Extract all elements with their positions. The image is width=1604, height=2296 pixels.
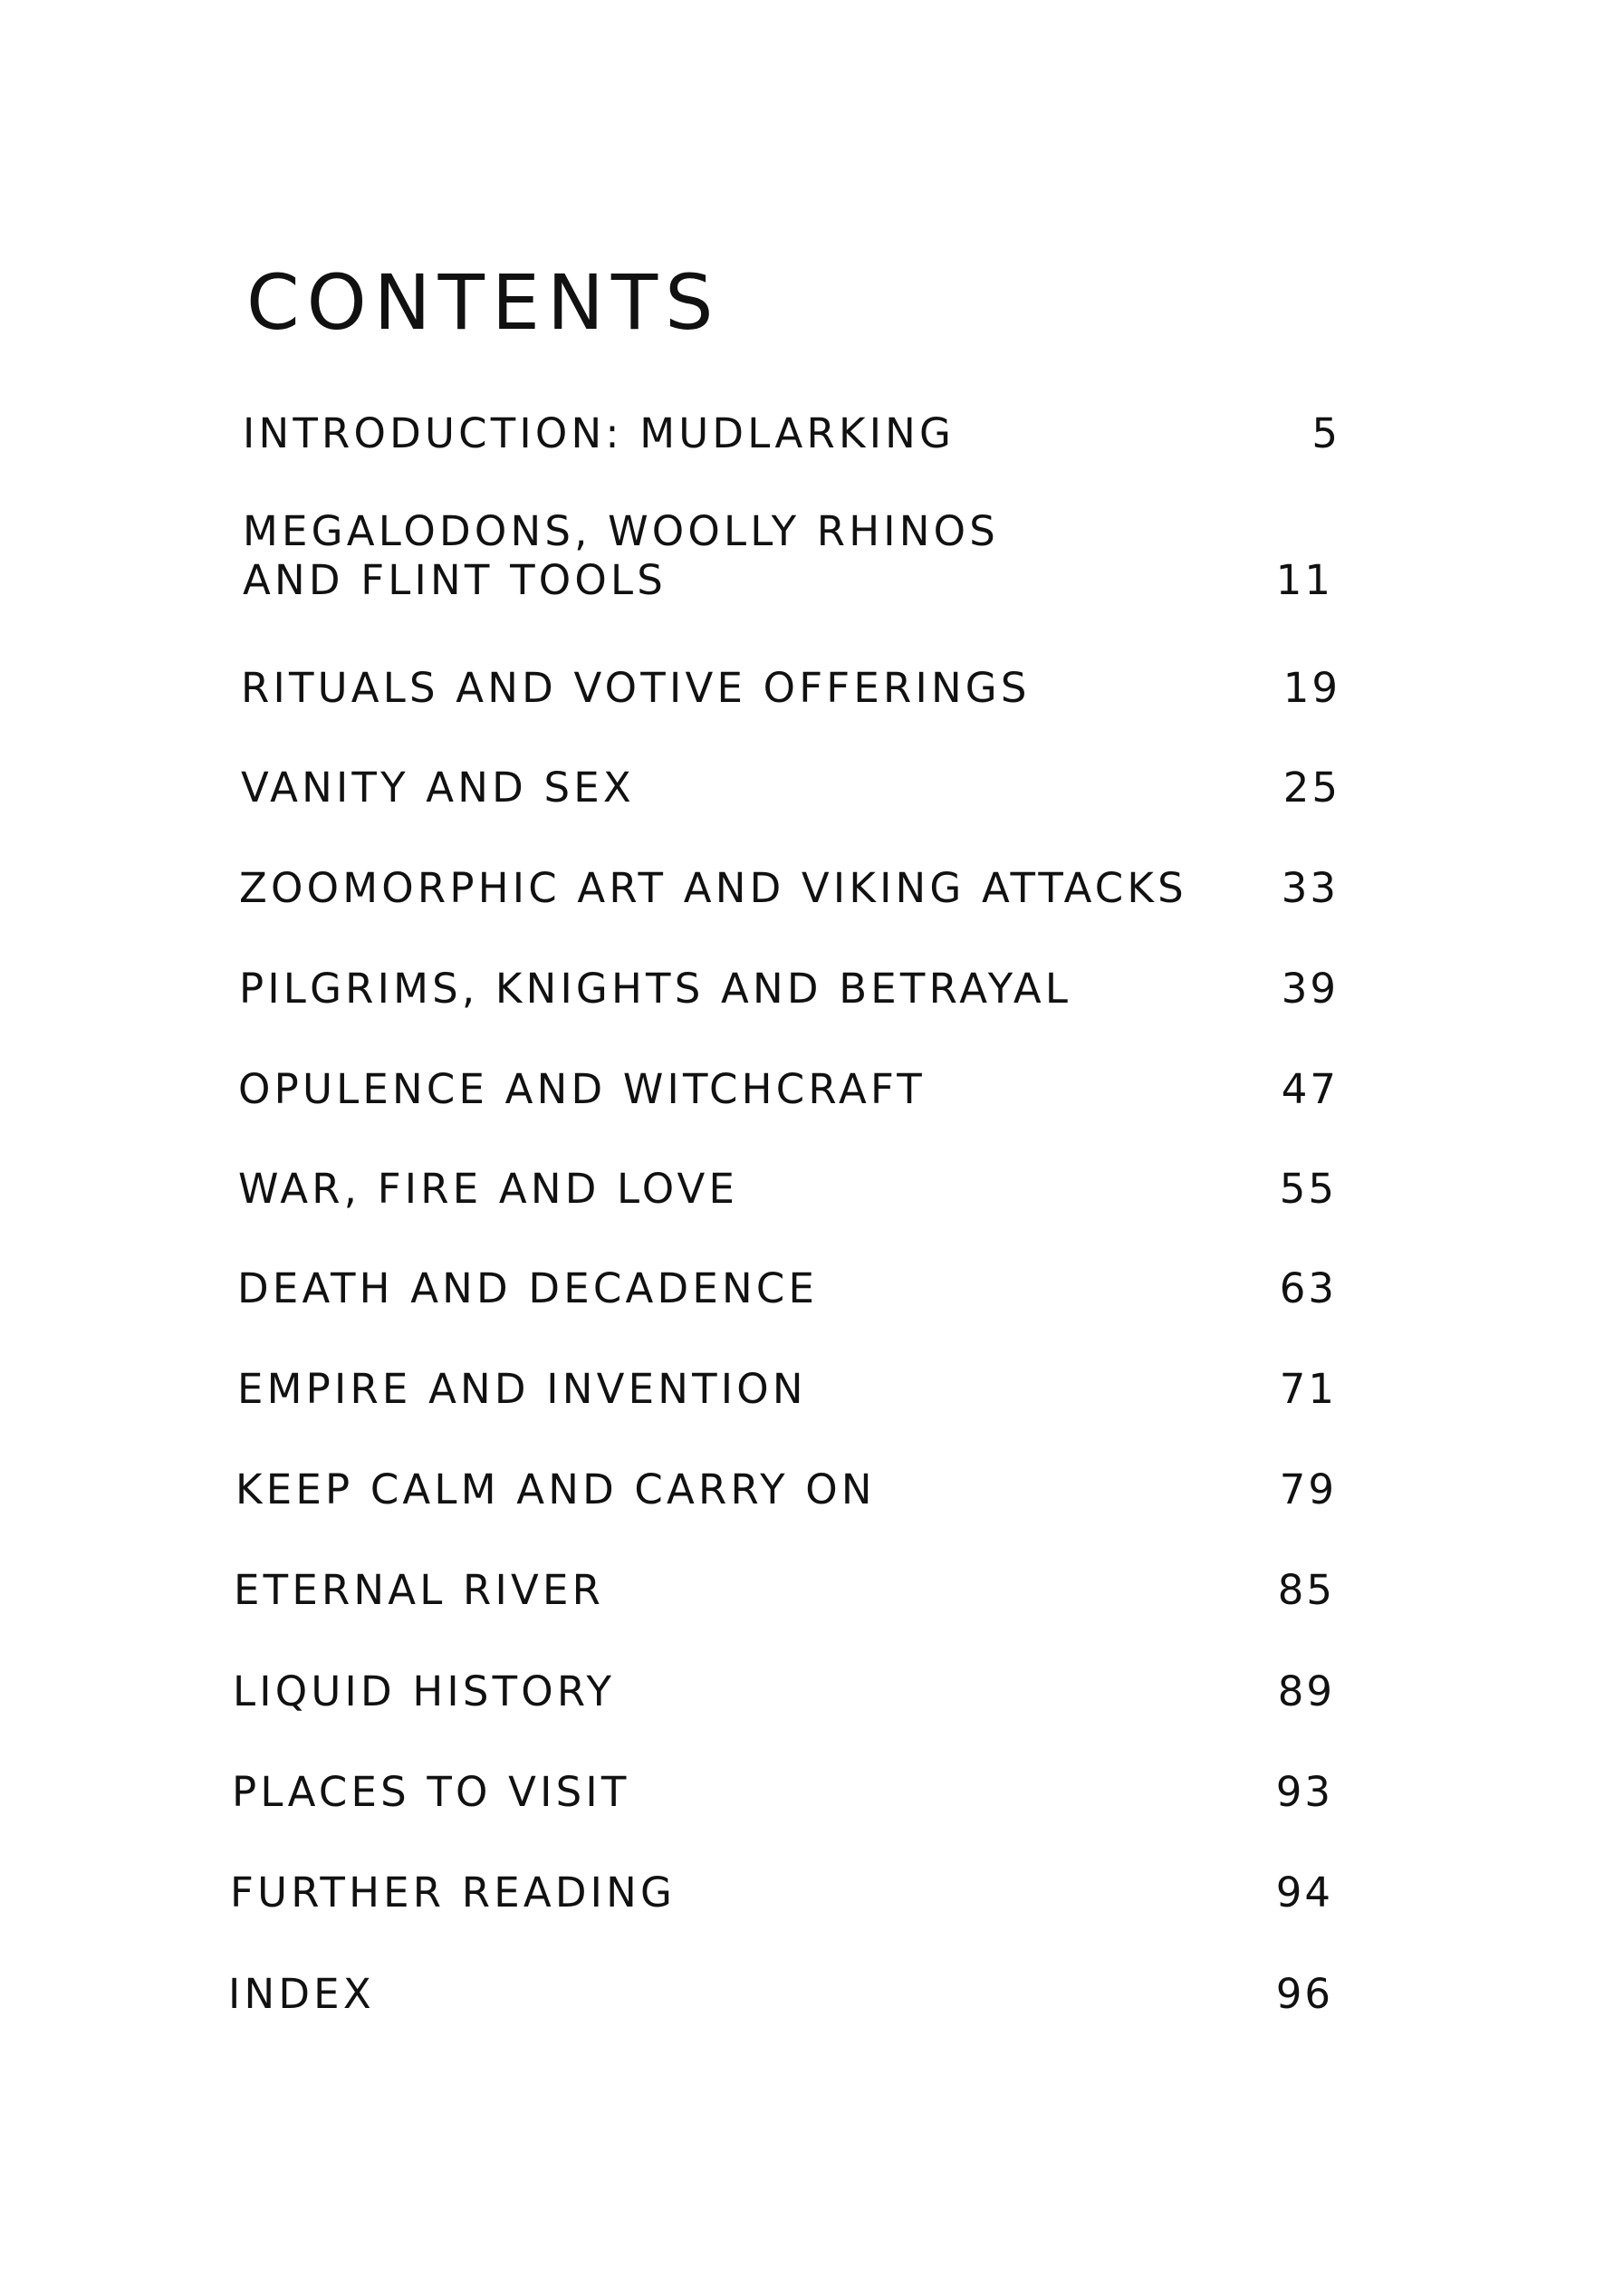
- contents-heading: CONTENTS: [246, 258, 721, 347]
- toc-entry-page: 55: [1279, 1165, 1337, 1213]
- toc-entry-page: 71: [1279, 1365, 1337, 1413]
- toc-entry-title: OPULENCE AND WITCHCRAFT: [238, 1065, 926, 1113]
- toc-entry-page: 79: [1279, 1465, 1337, 1513]
- toc-entry-title: DEATH AND DECADENCE: [237, 1264, 819, 1312]
- toc-entry-page: 19: [1282, 664, 1340, 712]
- toc-entry-title: LIQUID HISTORY: [233, 1667, 616, 1715]
- toc-entry-page: 93: [1275, 1768, 1333, 1816]
- toc-entry-page: 11: [1275, 556, 1333, 604]
- toc-entry-title: KEEP CALM AND CARRY ON: [235, 1465, 876, 1513]
- toc-entry-page: 94: [1275, 1869, 1333, 1917]
- toc-entry-title: EMPIRE AND INVENTION: [237, 1365, 807, 1413]
- toc-entry-title: FURTHER READING: [230, 1869, 677, 1917]
- toc-entry-title: RITUALS AND VOTIVE OFFERINGS: [241, 664, 1031, 712]
- toc-entry-page: 33: [1281, 864, 1339, 912]
- toc-entry-title: WAR, FIRE AND LOVE: [238, 1165, 739, 1213]
- toc-entry-page: 5: [1311, 409, 1340, 457]
- toc-entry-page: 85: [1277, 1566, 1335, 1614]
- toc-entry-title: PILGRIMS, KNIGHTS AND BETRAYAL: [239, 965, 1072, 1013]
- toc-entry-page: 47: [1281, 1065, 1339, 1113]
- toc-entry-title: INDEX: [228, 1970, 375, 2018]
- toc-entry-title: ETERNAL RIVER: [234, 1566, 605, 1614]
- toc-entry-title: VANITY AND SEX: [241, 764, 635, 812]
- toc-entry-page: 25: [1282, 764, 1340, 812]
- toc-entry-title: ZOOMORPHIC ART AND VIKING ATTACKS: [239, 864, 1187, 912]
- toc-entry-page: 63: [1279, 1264, 1337, 1312]
- toc-entry-title: INTRODUCTION: MUDLARKING: [243, 409, 956, 457]
- toc-entry-title: MEGALODONS, WOOLLY RHINOS AND FLINT TOOLS: [243, 507, 1000, 604]
- toc-entry-page: 96: [1275, 1970, 1333, 2018]
- toc-entry-title: PLACES TO VISIT: [232, 1768, 630, 1816]
- toc-entry-page: 39: [1281, 965, 1339, 1013]
- toc-entry-page: 89: [1277, 1667, 1335, 1715]
